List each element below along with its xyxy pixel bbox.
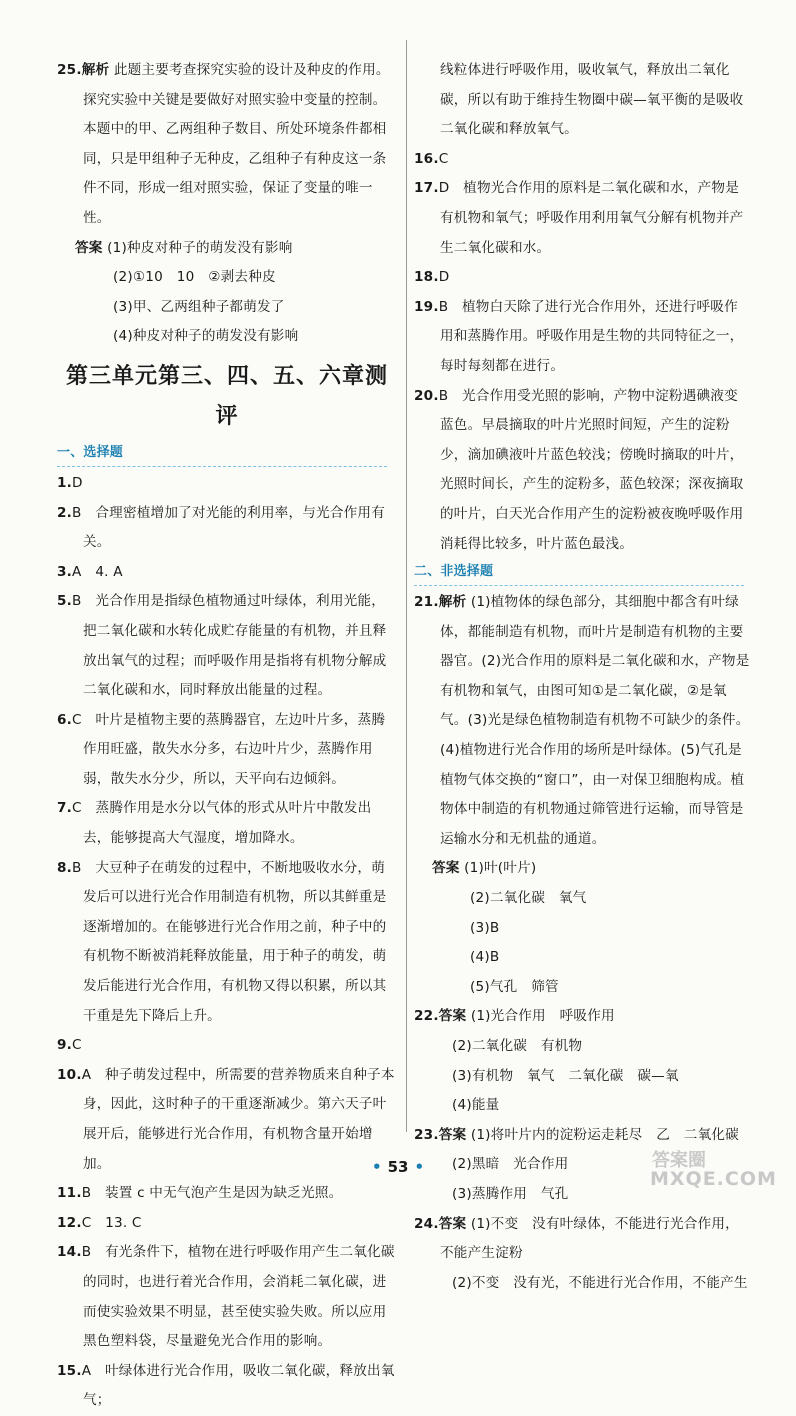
page-number-value: 53 xyxy=(387,1158,409,1176)
q25-answer-keyword: 答案 xyxy=(75,239,103,256)
item-text: B 装置 c 中无气泡产生是因为缺乏光照。 xyxy=(81,1185,343,1202)
list-item xyxy=(57,469,397,499)
watermark-logo: 答案圈 xyxy=(652,1150,706,1171)
left-column xyxy=(57,56,397,1416)
q25-answer-1: (1)种皮对种子的萌发没有影响 xyxy=(107,239,293,256)
q25-answer-2: (2)①10 10 ②剥去种皮 xyxy=(113,269,276,286)
q21-answer-keyword: 答案 xyxy=(432,860,460,877)
column-divider xyxy=(406,40,407,1132)
q21-answer-1: (1)叶(叶片) xyxy=(464,860,537,877)
q21-number: 21. xyxy=(414,594,439,611)
q25-line-4: 组种子无种皮，乙组种子有种皮这一条件不同，形成一 xyxy=(83,150,387,197)
list-item xyxy=(57,1238,397,1356)
item-number: 10. xyxy=(57,1066,82,1083)
watermark-text: MXQE.COM xyxy=(650,1168,777,1190)
q21-keyword: 解析 xyxy=(438,594,467,611)
q22-answer-3: (3)有机物 氧气 二氧化碳 碳—氧 xyxy=(452,1067,679,1084)
q22-answer-1: (1)光合作用 呼吸作用 xyxy=(470,1008,615,1025)
list-item xyxy=(57,1209,397,1239)
q24-answer-1: (1)不变 没有叶绿体，不能进行光合作用，不能产生淀粉 xyxy=(440,1215,739,1262)
q24-answer-head xyxy=(414,1210,750,1269)
item-text: B 合理密植增加了对光能的利用率，与光合作用有关。 xyxy=(72,504,386,551)
list-item xyxy=(57,499,397,558)
q21-analysis xyxy=(414,588,750,854)
item-text: B 植物白天除了进行光合作用外，还进行呼吸作用和蒸腾作用。呼吸作用是生物的共同特征之一，每时每刻都在进行。 xyxy=(438,298,744,374)
item-text: D 植物光合作用的原料是二氧化碳和水，产物是有机物和氧气；呼吸作用利用氧气分解有机物并产生二氧化碳和水。 xyxy=(438,180,744,256)
item-number: 16. xyxy=(414,150,439,167)
q25-line-2: 究实验中关键是要做好对照实验中变量的控制。本题 xyxy=(83,91,387,138)
watermark xyxy=(650,1146,780,1190)
list-item xyxy=(414,145,750,175)
list-item xyxy=(57,1179,397,1209)
section-heading-choice: 一、选择题 xyxy=(57,440,387,467)
q21-answer-2: (2)二氧化碳 氧气 xyxy=(470,890,587,907)
item-number: 1. xyxy=(57,474,73,491)
item-number: 19. xyxy=(414,298,439,315)
q25-answer-head xyxy=(57,234,397,264)
list-item xyxy=(414,174,750,263)
q24-answer-keyword: 答案 xyxy=(438,1215,467,1232)
q21-answer-4: (4)B xyxy=(470,949,500,966)
q23-number: 23. xyxy=(414,1126,439,1143)
right-column xyxy=(414,56,750,1298)
q24-number: 24. xyxy=(414,1215,439,1232)
item-text: C 叶片是植物主要的蒸腾器官，左边叶片多，蒸腾作用旺盛，散失水分多，右边叶片少，蒸腾作用弱，散失水分少，所以，天平向右边倾斜。 xyxy=(72,711,386,787)
q21-answer-5: (5)气孔 筛管 xyxy=(470,978,559,995)
q25-line-3: 中的甲、乙两组种子数目、所处环境条件都相同，只是甲 xyxy=(83,121,387,167)
q25-keyword: 解析 xyxy=(81,62,110,78)
q23-answer-2: (2)黑暗 光合作用 xyxy=(452,1156,569,1173)
q24-answer-2: (2)不变 没有光，不能进行光合作用，不能产生 xyxy=(452,1274,748,1291)
q22-answer-4: (4)能量 xyxy=(452,1097,500,1114)
item-text: B 大豆种子在萌发的过程中，不断地吸收水分，萌发后可以进行光合作用制造有机物，所以其鲜重是逐渐增加的。在能够进行光合作用之前，种子中的有机物不断被消耗释放能量，用于种子的萌发，萌发后能进行光合作用，有机物又得以积累，所以其干重是先下降后上升。 xyxy=(72,859,387,1024)
item-number: 3. xyxy=(57,563,73,580)
item-number: 2. xyxy=(57,504,73,521)
item-number: 15. xyxy=(57,1362,82,1379)
chapter-title: 第三单元第三、四、五、六章测评 xyxy=(65,362,388,429)
q25-answer-3: (3)甲、乙两组种子都萌发了 xyxy=(113,298,285,315)
footer-dot-left: • xyxy=(371,1158,382,1176)
q21-text: (1)植物体的绿色部分，其细胞中都含有叶绿体，都能制造有机物，而叶片是制造有机物的主要器官。(2)光合作用的原料是二氧化碳和水，产物是有机物和氧气，由图可知①是二氧化碳，②是氧气。(3)光是绿色植物制造有机物不可缺少的条件。(4)植物进行光合作用的场所是叶绿体。(5)气孔是植物气体交换的“窗口”，由一对保卫细胞构成。植物体中制造的有机物通过筛管进行运输，而导管是运输水分和无机盐的通道。 xyxy=(440,594,750,847)
list-item xyxy=(57,1031,397,1061)
q25-answer-4: (4)种皮对种子的萌发没有影响 xyxy=(113,328,299,345)
item-number: 17. xyxy=(414,180,439,197)
item-text: B 有光条件下，植物在进行呼吸作用产生二氧化碳的同时，也进行着光合作用，会消耗二氧化碳，进而使实验效果不明显，甚至使实验失败。所以应用黑色塑料袋，尽量避免光合作用的影响。 xyxy=(81,1244,395,1350)
q25-line-5: 组对照实验，保证了变量的唯一性。 xyxy=(83,180,373,226)
item-number: 14. xyxy=(57,1244,82,1261)
q21-answer-head xyxy=(414,854,750,884)
q22-answer-keyword: 答案 xyxy=(438,1008,467,1025)
q21-answer-3: (3)B xyxy=(470,919,500,936)
list-item xyxy=(414,382,750,560)
footer-dot-right: • xyxy=(414,1158,425,1176)
item-number: 7. xyxy=(57,800,73,817)
item-number: 12. xyxy=(57,1214,82,1231)
list-item xyxy=(57,854,397,1032)
section-heading-nonchoice: 二、非选择题 xyxy=(414,559,744,586)
q15-continuation: 线粒体进行呼吸作用，吸收氧气，释放出二氧化碳，所以有助于维持生物圈中碳—氧平衡的是吸收二氧化碳和释放氧气。 xyxy=(440,62,744,138)
q23-answer-3: (3)蒸腾作用 气孔 xyxy=(452,1185,569,1202)
item-text: A 4. A xyxy=(72,563,123,580)
q25-number: 25. xyxy=(57,62,82,78)
item-number: 11. xyxy=(57,1185,82,1202)
item-number: 20. xyxy=(414,387,439,404)
list-item xyxy=(414,293,750,382)
item-number: 6. xyxy=(57,711,73,728)
item-number: 18. xyxy=(414,269,439,286)
list-item xyxy=(414,263,750,293)
item-text: D xyxy=(438,269,450,286)
q22-answer-2: (2)二氧化碳 有机物 xyxy=(452,1038,583,1054)
item-text: B 光合作用受光照的影响，产物中淀粉遇碘液变蓝色。早晨摘取的叶片光照时间短，产生的淀粉少，滴加碘液叶片蓝色较浅；傍晚时摘取的叶片，光照时间长，产生的淀粉多，蓝色较深；深夜摘取的叶片，白天光合作用产生的淀粉被夜晚呼吸作用消耗得比较多，叶片蓝色最浅。 xyxy=(438,387,744,552)
item-text: C 13. C xyxy=(81,1214,142,1231)
item-number: 8. xyxy=(57,859,73,876)
q23-answer-keyword: 答案 xyxy=(438,1126,467,1143)
q25-analysis xyxy=(57,56,397,234)
item-number: 5. xyxy=(57,593,73,610)
item-number: 9. xyxy=(57,1037,73,1054)
q23-answer-1: (1)将叶片内的淀粉运走耗尽 乙 二氧化碳 xyxy=(470,1126,739,1143)
item-text: C xyxy=(72,1037,82,1054)
item-text: A 叶绿体进行光合作用，吸收二氧化碳，释放出氧气； xyxy=(81,1362,395,1409)
list-item xyxy=(57,794,397,853)
q25-line-1: 此题主要考查探究实验的设计及种皮的作用。探 xyxy=(83,62,390,108)
q22-number: 22. xyxy=(414,1008,439,1025)
list-item xyxy=(57,706,397,795)
q22-answer-head xyxy=(414,1002,750,1032)
item-text: B 光合作用是指绿色植物通过叶绿体，利用光能，把二氧化碳和水转化成贮存能量的有机物，并且释放出氧气的过程；而呼吸作用是指将有机物分解成二氧化碳和水，同时释放出能量的过程。 xyxy=(72,593,387,699)
list-item xyxy=(57,1357,397,1416)
item-text: C 蒸腾作用是水分以气体的形式从叶片中散发出去，能够提高大气湿度，增加降水。 xyxy=(72,800,372,847)
item-text: A 种子萌发过程中，所需要的营养物质来自种子本身，因此，这时种子的干重逐渐减少。第六天子叶展开后，能够进行光合作用，有机物含量开始增加。 xyxy=(81,1066,395,1172)
item-text: C xyxy=(438,150,449,167)
list-item xyxy=(57,558,397,588)
item-text: D xyxy=(72,474,83,491)
list-item xyxy=(57,587,397,705)
